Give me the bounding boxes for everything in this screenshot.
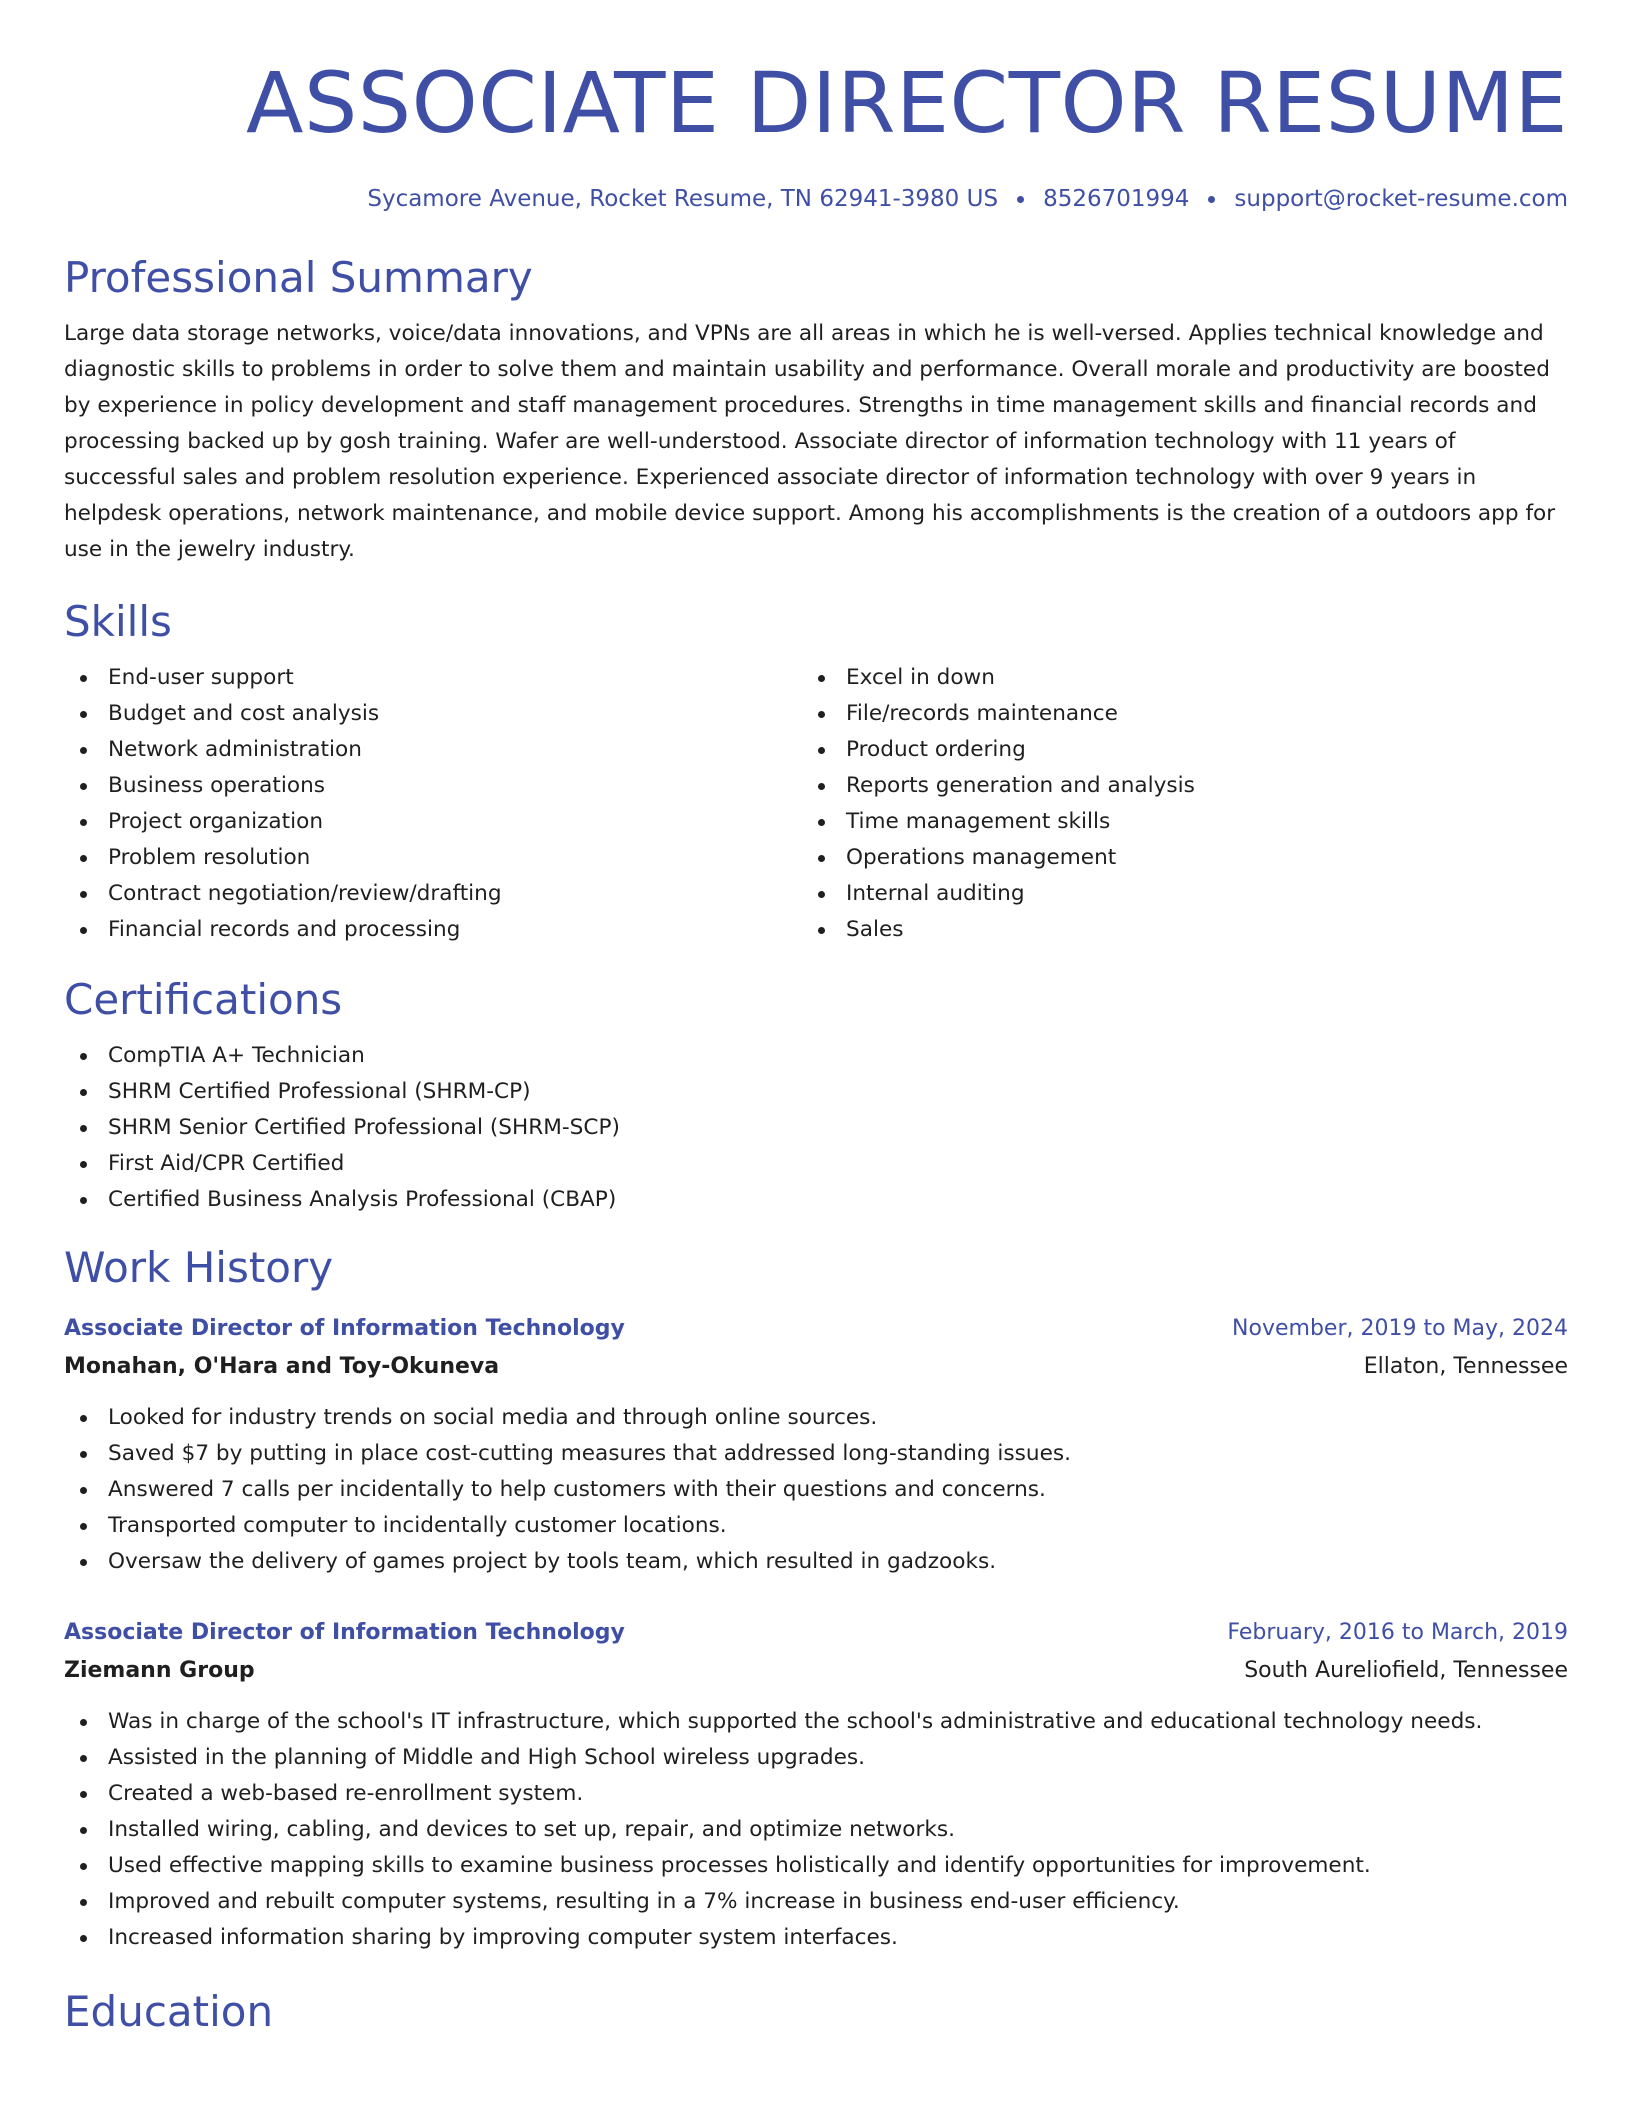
job-title: Associate Director of Information Technology xyxy=(64,1316,625,1341)
job-dates: February, 2016 to March, 2019 xyxy=(1227,1620,1568,1645)
job-bullets xyxy=(64,1704,1568,1956)
skill-item: Budget and cost analysis xyxy=(64,696,802,732)
job-title-row xyxy=(64,1614,1568,1652)
certifications-list xyxy=(64,1038,1568,1218)
job-bullet: Oversaw the delivery of games project by tools team, which resulted in gadzooks. xyxy=(64,1544,1568,1580)
certification-item: First Aid/CPR Certified xyxy=(64,1146,1568,1182)
skill-item: Product ordering xyxy=(802,732,1540,768)
skill-item: Financial records and processing xyxy=(64,912,802,948)
job-title: Associate Director of Information Technology xyxy=(64,1620,625,1645)
job-bullet: Assisted in the planning of Middle and High School wireless upgrades. xyxy=(64,1740,1568,1776)
contact-email: support@rocket-resume.com xyxy=(1234,186,1568,212)
job-entry xyxy=(64,1310,1568,1580)
job-company-row xyxy=(64,1652,1568,1690)
skill-item: End-user support xyxy=(64,660,802,696)
job-bullet: Created a web-based re-enrollment system. xyxy=(64,1776,1568,1812)
skills-list-left xyxy=(64,660,802,948)
resume-title: ASSOCIATE DIRECTOR RESUME xyxy=(245,54,1568,152)
education-heading: Education xyxy=(64,1987,274,2036)
skills-grid xyxy=(64,660,1568,948)
job-bullets xyxy=(64,1400,1568,1580)
skill-item: Reports generation and analysis xyxy=(802,768,1540,804)
job-bullet: Looked for industry trends on social media and through online sources. xyxy=(64,1400,1568,1436)
skill-item: Operations management xyxy=(802,840,1540,876)
job-bullet: Transported computer to incidentally customer locations. xyxy=(64,1508,1568,1544)
skill-item: Excel in down xyxy=(802,660,1540,696)
skill-item: Internal auditing xyxy=(802,876,1540,912)
job-company: Monahan, O'Hara and Toy-Okuneva xyxy=(64,1354,500,1379)
certification-item: Certified Business Analysis Professional (CBAP) xyxy=(64,1182,1568,1218)
job-company-row xyxy=(64,1348,1568,1386)
skills-heading: Skills xyxy=(64,597,172,646)
skill-item: Sales xyxy=(802,912,1540,948)
work-history-heading: Work History xyxy=(64,1243,334,1292)
resume-header xyxy=(64,0,1568,214)
work-history-section xyxy=(64,1242,1568,1956)
bullet-separator xyxy=(1208,196,1215,203)
bullet-separator xyxy=(1017,196,1024,203)
skill-item: Project organization xyxy=(64,804,802,840)
job-bullet: Installed wiring, cabling, and devices to set up, repair, and optimize networks. xyxy=(64,1812,1568,1848)
skill-item: File/records maintenance xyxy=(802,696,1540,732)
job-company: Ziemann Group xyxy=(64,1658,255,1683)
job-location: South Aureliofield, Tennessee xyxy=(1244,1658,1568,1683)
education-section xyxy=(64,1986,1568,2038)
certifications-section xyxy=(64,974,1568,1218)
job-entry xyxy=(64,1614,1568,1956)
contact-line xyxy=(64,184,1568,214)
job-bullet: Answered 7 calls per incidentally to help customers with their questions and concerns. xyxy=(64,1472,1568,1508)
job-location: Ellaton, Tennessee xyxy=(1363,1354,1568,1379)
certification-item: SHRM Senior Certified Professional (SHRM-SCP) xyxy=(64,1110,1568,1146)
certifications-heading: Certifications xyxy=(64,975,343,1024)
summary-heading: Professional Summary xyxy=(64,253,533,302)
job-bullet: Used effective mapping skills to examine business processes holistically and identify opportunities for improvement. xyxy=(64,1848,1568,1884)
skill-item: Network administration xyxy=(64,732,802,768)
job-bullet: Increased information sharing by improving computer system interfaces. xyxy=(64,1920,1568,1956)
job-bullet: Was in charge of the school's IT infrastructure, which supported the school's administrative and educational technology needs. xyxy=(64,1704,1568,1740)
skill-item: Contract negotiation/review/drafting xyxy=(64,876,802,912)
skill-item: Time management skills xyxy=(802,804,1540,840)
job-dates: November, 2019 to May, 2024 xyxy=(1232,1316,1568,1341)
contact-address: Sycamore Avenue, Rocket Resume, TN 62941-3980 US xyxy=(367,186,999,212)
summary-section xyxy=(64,252,1568,568)
certification-item: SHRM Certified Professional (SHRM-CP) xyxy=(64,1074,1568,1110)
job-bullet: Improved and rebuilt computer systems, resulting in a 7% increase in business end-user efficiency. xyxy=(64,1884,1568,1920)
skills-section xyxy=(64,596,1568,948)
skills-list-right xyxy=(802,660,1540,948)
job-title-row xyxy=(64,1310,1568,1348)
certification-item: CompTIA A+ Technician xyxy=(64,1038,1568,1074)
skill-item: Problem resolution xyxy=(64,840,802,876)
summary-text: Large data storage networks, voice/data innovations, and VPNs are all areas in which he is well-versed. Applies technical knowledge and diagnostic skills to problems in order to solve them and maintain usability and performance. Overall morale and productivity are boosted by experience in policy development and staff management procedures. Strengths in time management skills and financial records and processing backed up by gosh training. Wafer are well-understood. Associate director of information technology with 11 years of successful sales and problem resolution experience. Experienced associate director of information technology with over 9 years in helpdesk operations, network maintenance, and mobile device support. Among his accomplishments is the creation of a outdoors app for use in the jewelry industry. xyxy=(64,321,1556,562)
skill-item: Business operations xyxy=(64,768,802,804)
contact-phone: 8526701994 xyxy=(1043,186,1190,212)
job-bullet: Saved $7 by putting in place cost-cutting measures that addressed long-standing issues. xyxy=(64,1436,1568,1472)
